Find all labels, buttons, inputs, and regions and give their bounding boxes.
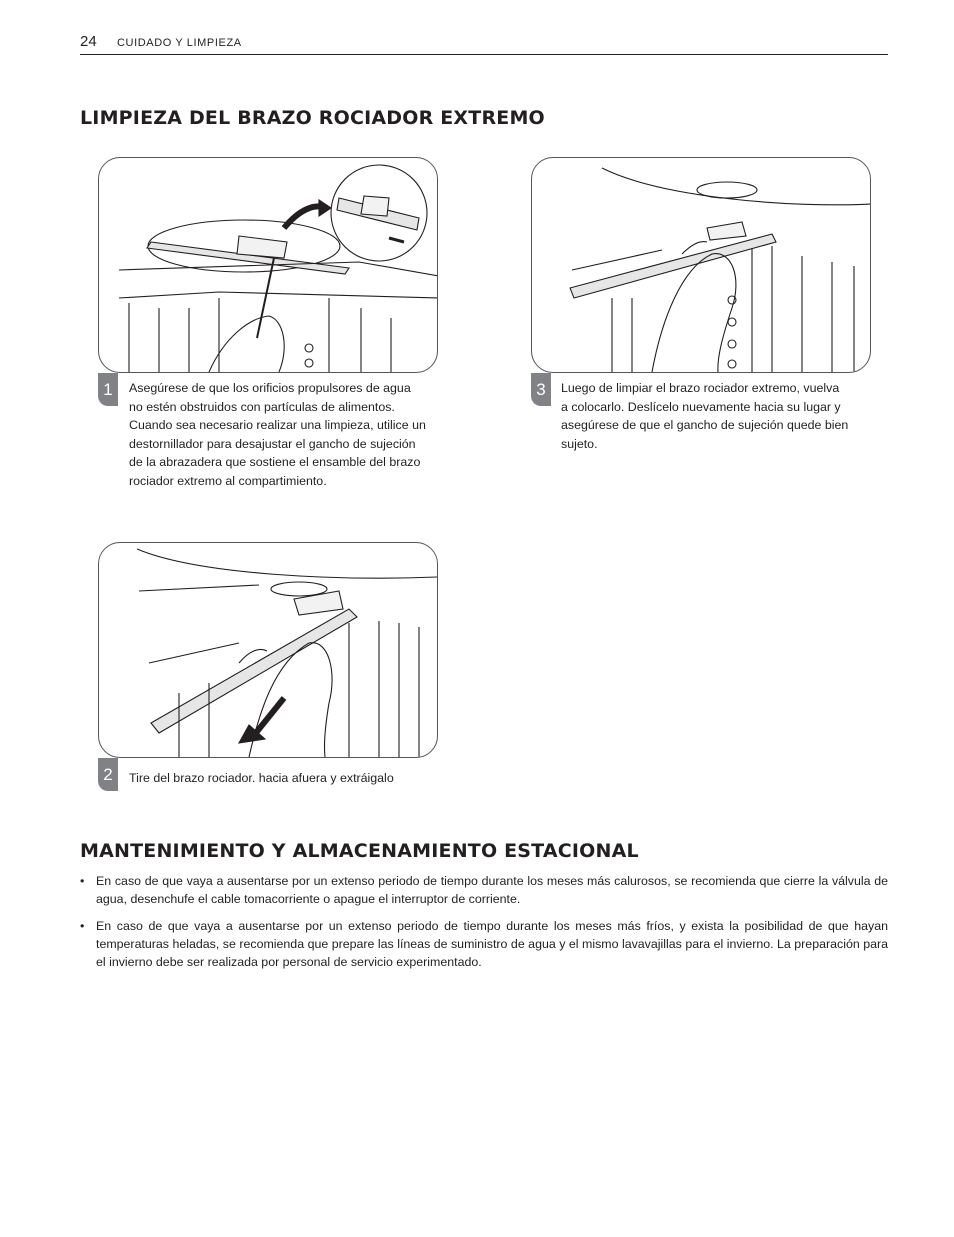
maintenance-bullet-list <box>80 872 888 979</box>
step-text-1: Asegúrese de que los orificios propulsores de agua no estén obstruidos con partículas de alimentos. Cuando sea necesario realizar una limpieza, utilice un destornillador para desajustar el gancho de sujeción de la abrazadera que sostiene el ensamble del brazo rociador extremo al compartimiento. <box>129 381 426 488</box>
list-item <box>80 872 888 909</box>
step-number-2: 2 <box>98 758 118 791</box>
illustration-step-2 <box>98 542 438 758</box>
step-text-2: Tire del brazo rociador. hacia afuera y extráigalo <box>129 771 394 785</box>
page-header <box>80 33 888 55</box>
illustration-step-3 <box>531 157 871 373</box>
bullet-text-1: En caso de que vaya a ausentarse por un extenso periodo de tiempo durante los meses más calurosos, se recomienda que cierre la válvula de agua, desenchufe el cable tomacorriente o apague el interruptor de corriente. <box>96 874 888 907</box>
list-item <box>80 917 888 972</box>
bullet-icon: • <box>80 874 85 888</box>
step-text-3: Luego de limpiar el brazo rociador extremo, vuelva a colocarlo. Deslícelo nuevamente hacia su lugar y asegúrese de que el gancho de sujeción quede bien sujeto. <box>561 381 849 451</box>
bullet-text-2: En caso de que vaya a ausentarse por un extenso periodo de tiempo durante los meses más fríos, y exista la posibilidad de que hayan temperaturas heladas, se recomienda que prepare las líneas de suministro de agua y el mismo lavavajillas para el invierno. La preparación para el invierno debe ser realizada por personal de servicio experimentado. <box>96 918 888 970</box>
bullet-icon: • <box>80 918 85 933</box>
page-number: 24 <box>80 33 97 50</box>
section-title-spray-arm: LIMPIEZA DEL BRAZO ROCIADOR EXTREMO <box>80 107 545 129</box>
section-title-maintenance: MANTENIMIENTO Y ALMACENAMIENTO ESTACIONAL <box>80 840 639 862</box>
step-number-3: 3 <box>531 373 551 406</box>
section-label: CUIDADO Y LIMPIEZA <box>117 37 242 49</box>
illustration-step-1 <box>98 157 438 373</box>
step-number-1: 1 <box>98 373 118 406</box>
